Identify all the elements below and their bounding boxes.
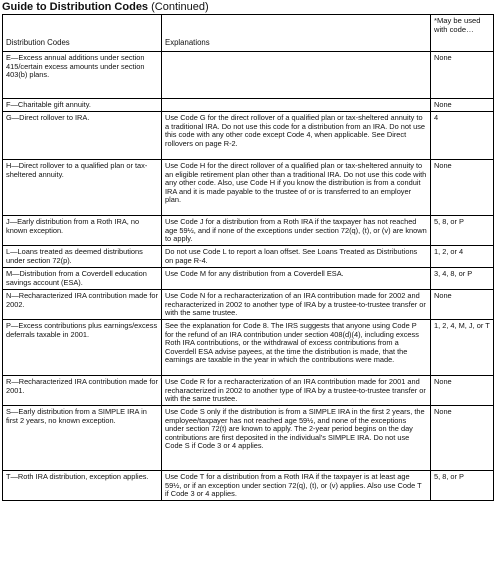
table-row [3,160,494,216]
table-row [3,471,494,501]
explanation-cell: Use Code H for the direct rollover of a qualified plan or tax-sheltered annuity to an eligible retirement plan other than a traditional IRA. Do not use this code with any other code. Also, use Code H if you know the distribution is from a conduit IRA and it is made payable to the trustee of or is transferred to an employer plan. [162,160,431,216]
explanation-cell: Use Code M for any distribution from a Coverdell ESA. [162,268,431,290]
explanation-cell: Use Code N for a recharacterization of an IRA contribution made for 2002 and recharacterized in 2002 to another type of IRA by a trustee-to-trustee transfer or with the same trustee. [162,290,431,320]
code-cell: R—Recharacterized IRA contribution made for 2001. [3,376,162,406]
explanation-cell [162,99,431,112]
may-cell: None [431,52,494,99]
may-cell: None [431,99,494,112]
explanation-cell: See the explanation for Code 8. The IRS suggests that anyone using Code P for the refund of an IRA contribution under section 408(d)(4), including excess Roth IRA contributions, or the withdrawal of excess contributions from a Coverdell ESA advise payees, at the time the distribution is made, that the earnings are taxable in the year in which the contributions were made. [162,320,431,376]
explanation-cell: Use Code J for a distribution from a Roth IRA if the taxpayer has not reached age 59½, and if none of the exceptions under section 72(q), (t), or (v) are known to apply. [162,216,431,246]
explanation-cell [162,52,431,99]
header-may-be-used: *May be used with code… [431,15,494,52]
may-cell: 1, 2, or 4 [431,246,494,268]
table-row [3,406,494,471]
explanation-cell: Use Code G for the direct rollover of a qualified plan or tax-sheltered annuity to a traditional IRA. Do not use this code for a distribution from an IRA. Do not use this code with any other code except Code 4, when applicable. See Direct rollovers on page R-2. [162,112,431,160]
code-cell: G—Direct rollover to IRA. [3,112,162,160]
may-cell: None [431,406,494,471]
may-cell: 5, 8, or P [431,471,494,501]
heading-continued: (Continued) [151,1,209,13]
code-cell: F—Charitable gift annuity. [3,99,162,112]
code-cell: S—Early distribution from a SIMPLE IRA in first 2 years, no known exception. [3,406,162,471]
distribution-codes-table [2,14,494,501]
code-cell: E—Excess annual additions under section 415/certain excess amounts under section 403(b) plans. [3,52,162,99]
may-cell: 1, 2, 4, M, J, or T [431,320,494,376]
explanation-cell: Use Code T for a distribution from a Roth IRA if the taxpayer is at least age 59½, or if an exception under section 72(q), (t), or (v) applies. Also use Code T if Code 3 or 4 applies. [162,471,431,501]
table-row [3,376,494,406]
may-cell: None [431,376,494,406]
may-cell: None [431,160,494,216]
table-row [3,290,494,320]
table-header-row [3,15,494,52]
code-cell: N—Recharacterized IRA contribution made for 2002. [3,290,162,320]
table-row [3,112,494,160]
header-distribution-codes: Distribution Codes [3,15,162,52]
explanation-cell: Do not use Code L to report a loan offset. See Loans Treated as Distributions on page R-4. [162,246,431,268]
explanation-cell: Use Code R for a recharacterization of an IRA contribution made for 2001 and recharacterized in 2002 to another type of IRA by a trustee-to-trustee transfer or with the same trustee. [162,376,431,406]
code-cell: P—Excess contributions plus earnings/excess deferrals taxable in 2001. [3,320,162,376]
code-cell: M—Distribution from a Coverdell education savings account (ESA). [3,268,162,290]
table-row [3,268,494,290]
code-cell: T—Roth IRA distribution, exception applies. [3,471,162,501]
may-cell: 3, 4, 8, or P [431,268,494,290]
explanation-cell: Use Code S only if the distribution is from a SIMPLE IRA in the first 2 years, the employee/taxpayer has not reached age 59½, and none of the exceptions under section 72(t) are known to apply. The 2-year period begins on the day contributions are first deposited in the individual’s SIMPLE IRA. Do not use Code S if Code 3 or 4 applies. [162,406,431,471]
table-row [3,216,494,246]
table-row [3,246,494,268]
may-cell: 5, 8, or P [431,216,494,246]
code-cell: H—Direct rollover to a qualified plan or tax-sheltered annuity. [3,160,162,216]
may-cell: None [431,290,494,320]
code-cell: L—Loans treated as deemed distributions under section 72(p). [3,246,162,268]
code-cell: J—Early distribution from a Roth IRA, no known exception. [3,216,162,246]
header-explanations: Explanations [162,15,431,52]
heading-title: Guide to Distribution Codes [2,1,149,13]
page-heading [2,1,209,14]
may-cell: 4 [431,112,494,160]
table-row [3,320,494,376]
table-row [3,99,494,112]
table-row [3,52,494,99]
